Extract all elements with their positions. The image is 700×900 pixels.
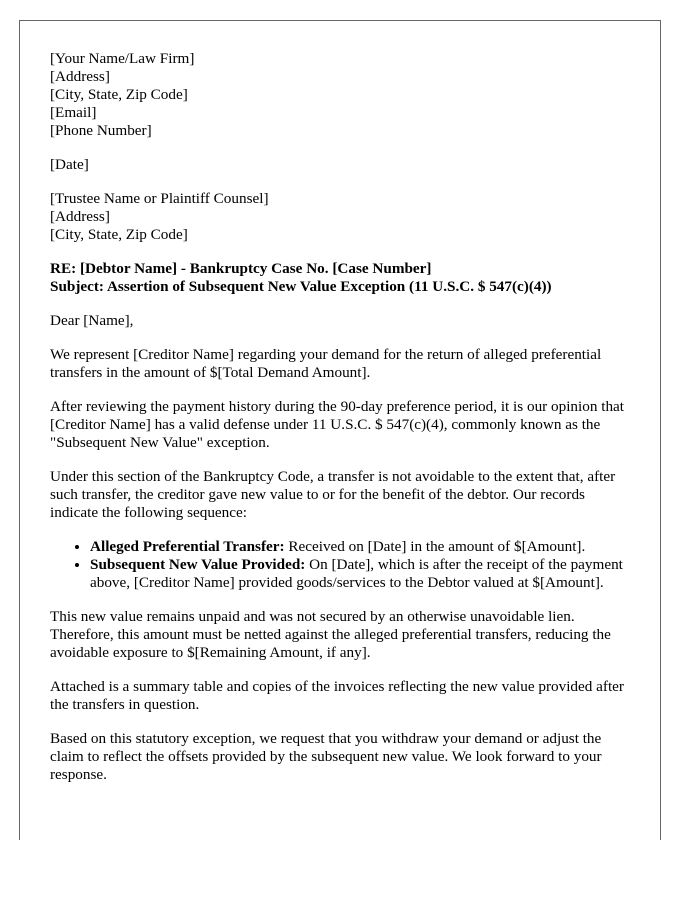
paragraph-attachments: Attached is a summary table and copies of the invoices reflecting the new value provided after the transfers in question. <box>50 678 624 713</box>
paragraph-defense: After reviewing the payment history during the 90-day preference period, it is our opinion that [Creditor Name] has a valid defense under 11 U.S.C. $ 547(c)(4), commonly known as the "Subsequent New Value" exception. <box>50 398 625 451</box>
paragraph-request: Based on this statutory exception, we request that you withdraw your demand or adjust the claim to reflect the offsets provided by the subsequent new value. We look forward to your response. <box>50 730 602 783</box>
paragraph-code-section: Under this section of the Bankruptcy Code, a transfer is not avoidable to the extent that, after such transfer, the creditor gave new value to or for the benefit of the debtor. Our records indicate the following sequence: <box>50 468 616 521</box>
recipient-address: [Address] <box>50 208 110 225</box>
recipient-city: [City, State, Zip Code] <box>50 226 188 243</box>
sender-phone: [Phone Number] <box>50 122 152 139</box>
sender-name: [Your Name/Law Firm] <box>50 50 195 67</box>
letter-date: [Date] <box>50 156 89 173</box>
list-item-text: On [Date], which is after the receipt of the payment above, [Creditor Name] provided goods/services to the Debtor valued at $[Amount]. <box>90 556 623 591</box>
sender-block <box>50 50 636 140</box>
re-line: RE: [Debtor Name] - Bankruptcy Case No. [Case Number] <box>50 260 432 277</box>
paragraph-netting: This new value remains unpaid and was not secured by an otherwise unavoidable lien. Therefore, this amount must be netted against the alleged preferential transfers, reducing the avoidable exposure to $[Remaining Amount, if any]. <box>50 608 611 661</box>
list-item-text: Received on [Date] in the amount of $[Amount]. <box>284 538 586 555</box>
sender-address: [Address] <box>50 68 110 85</box>
subject-line: Subject: Assertion of Subsequent New Value Exception (11 U.S.C. $ 547(c)(4)) <box>50 278 552 295</box>
sender-city: [City, State, Zip Code] <box>50 86 188 103</box>
recipient-block <box>50 190 636 244</box>
recipient-name: [Trustee Name or Plaintiff Counsel] <box>50 190 269 207</box>
paragraph-representation: We represent [Creditor Name] regarding your demand for the return of alleged preferential transfers in the amount of $[Total Demand Amount]. <box>50 346 602 381</box>
letter-content <box>50 50 636 800</box>
date-block <box>50 156 636 174</box>
list-item-title: Alleged Preferential Transfer: <box>90 538 285 555</box>
list-item <box>90 556 636 592</box>
sender-email: [Email] <box>50 104 97 121</box>
list-item-title: Subsequent New Value Provided: <box>90 556 306 573</box>
salutation: Dear [Name], <box>50 312 134 329</box>
reference-block <box>50 260 636 296</box>
sequence-list <box>50 538 636 592</box>
letter-page <box>19 20 661 840</box>
list-item <box>90 538 636 556</box>
